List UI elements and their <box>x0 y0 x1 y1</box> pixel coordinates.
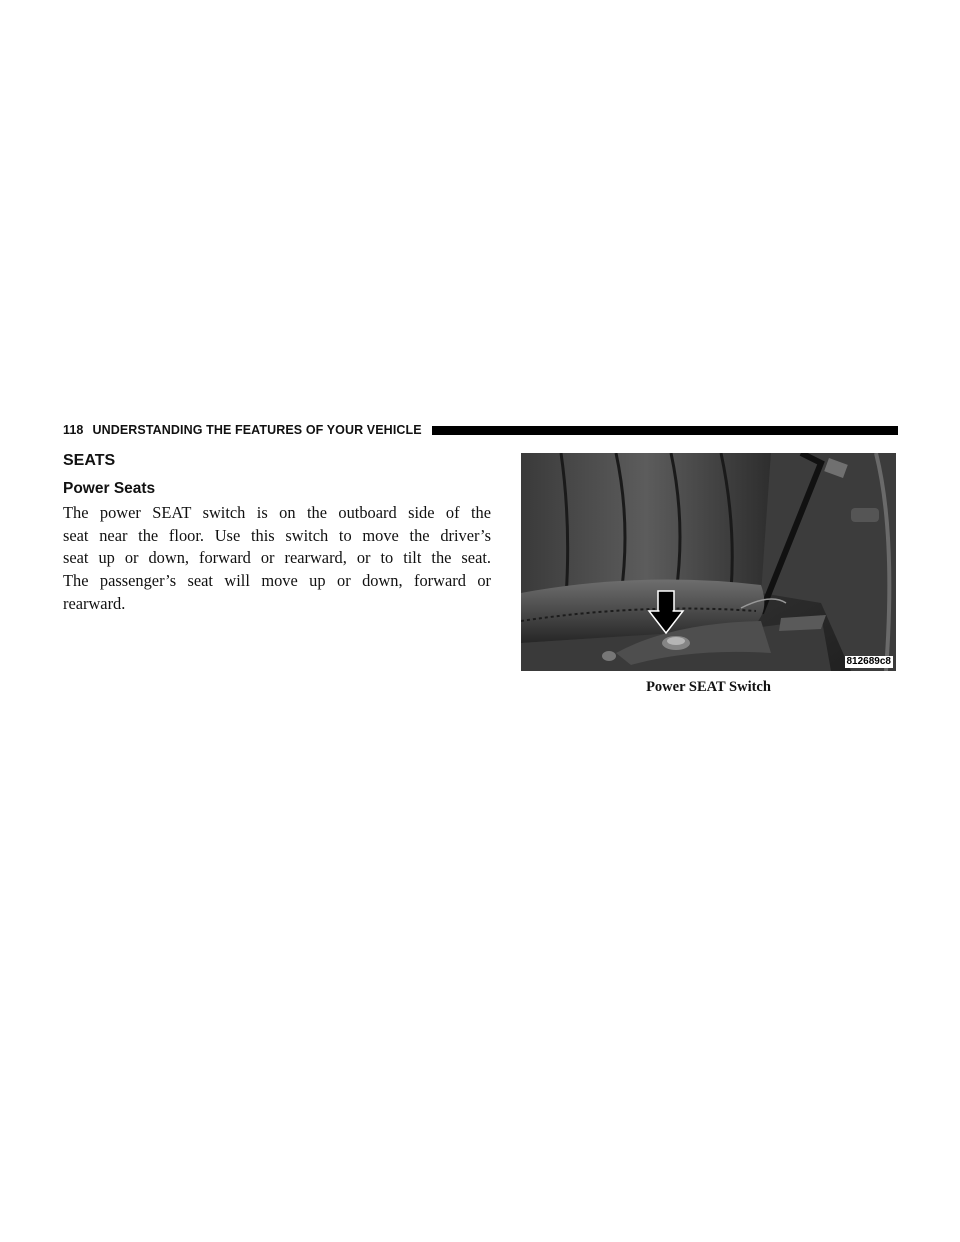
body-line: The power SEAT switch is on the outboard side of the <box>63 503 491 522</box>
subsection-title: Power Seats <box>63 480 156 497</box>
running-title: UNDERSTANDING THE FEATURES OF YOUR VEHICLE <box>92 423 422 437</box>
seat-photo <box>521 453 896 671</box>
body-line: rearward. <box>63 593 126 613</box>
seat-illustration <box>521 453 896 671</box>
body-line: The passenger’s seat will move up or down, forward or <box>63 571 491 591</box>
section-title: SEATS <box>63 452 116 469</box>
page-number: 118 <box>63 423 84 437</box>
body-paragraph <box>63 502 491 616</box>
body-line: seat up or down, forward or rearward, or to tilt the seat. <box>63 548 491 568</box>
figure-id-label: 812689c8 <box>846 656 891 667</box>
header-text <box>63 423 422 437</box>
body-line: seat near the floor. Use this switch to move the driver’s <box>63 525 491 545</box>
header-rule <box>432 426 898 435</box>
running-header <box>63 422 898 438</box>
figure-caption: Power SEAT Switch <box>646 679 771 695</box>
